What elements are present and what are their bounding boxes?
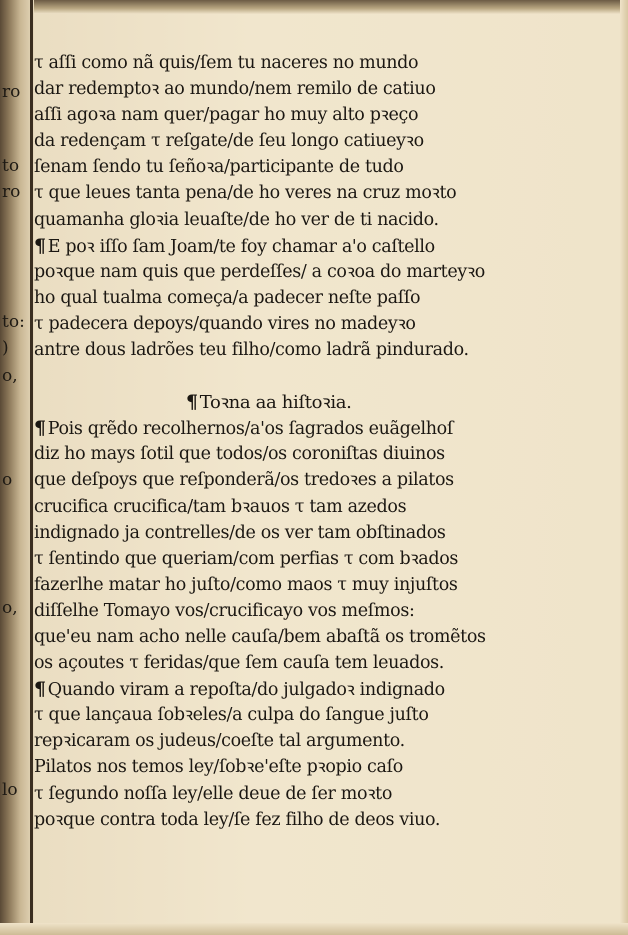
blank-line (34, 363, 594, 389)
facing-fragment: lo (2, 780, 18, 800)
text-line (34, 467, 594, 493)
line-text: τ que lançaua ſobꝛeles/a culpa do ſangue juſto (34, 705, 429, 726)
text-line (34, 807, 594, 833)
text-line (34, 754, 594, 780)
line-text: poꝛque nam quis que perdeſſes/ a coꝛoa do marteyꝛo (34, 261, 485, 282)
text-line (34, 676, 594, 702)
facing-fragment: o (2, 470, 13, 490)
line-text: antre dous ladrões teu filho/como ladrã pindurado. (34, 340, 469, 361)
top-page-edge (0, 0, 628, 14)
pilcrow-mark: ¶ (34, 678, 46, 701)
line-text: que deſpoys que reſponderã/os tredoꝛes a pilatos (34, 470, 454, 491)
text-line (34, 624, 594, 650)
text-line (34, 154, 594, 180)
pilcrow-mark: ¶ (34, 417, 46, 440)
text-line (34, 415, 594, 441)
line-text: τ que leues tanta pena/de ho veres na cruz moꝛto (34, 183, 457, 204)
text-line (34, 728, 594, 754)
line-text: que'eu nam acho nelle cauſa/bem abaſtã os tromẽtos (34, 626, 486, 647)
text-line (34, 233, 594, 259)
text-line (34, 311, 594, 337)
text-line (34, 494, 594, 520)
line-text: τ aſſi como nã quis/ſem tu naceres no mundo (34, 53, 419, 73)
spine-line (30, 0, 33, 935)
text-line (34, 285, 594, 311)
line-text: aſſi agoꝛa nam quer/pagar ho muy alto pꝛeço (34, 105, 419, 126)
text-line (34, 572, 594, 598)
text-line (34, 520, 594, 546)
bottom-page-edge (0, 923, 628, 935)
line-text: Quando viram a repoſta/do julgadoꝛ indignado (47, 680, 445, 701)
text-line (34, 337, 594, 363)
facing-fragment: ) (2, 338, 9, 358)
line-text: Pilatos nos temos ley/ſobꝛe'eſte pꝛopio caſo (34, 757, 403, 778)
line-text: repꝛicaram os judeus/coeſte tal argumento. (34, 731, 405, 752)
text-line (34, 546, 594, 572)
text-line (34, 781, 594, 807)
text-line (34, 50, 594, 76)
facing-fragment: o, (2, 366, 18, 386)
text-line (34, 102, 594, 128)
line-text: Toꝛna aa hiſtoꝛia. (199, 392, 352, 414)
text-line (34, 259, 594, 285)
line-text: τ ſegundo noſſa ley/elle deue de ſer moꝛto (34, 783, 393, 804)
line-text: indignado ja contrelles/de os ver tam obſtinados (34, 522, 446, 543)
line-text: poꝛque contra toda ley/ſe fez filho de deos viuo. (34, 809, 441, 830)
facing-fragment: o, (2, 598, 18, 618)
line-text: ſenam ſendo tu ſeñoꝛa/participante de tudo (34, 157, 404, 178)
line-text: dar redemptoꝛ ao mundo/nem remilo de catiuo (34, 79, 436, 100)
line-text: E poꝛ iſſo ſam Joam/te foy chamar a'o caſtello (47, 236, 435, 257)
text-line (34, 207, 594, 233)
line-text: τ padecera depoys/quando vires no madeyꝛo (34, 313, 416, 334)
text-line (34, 128, 594, 154)
line-text: crucifica crucifica/tam bꝛauos τ tam azedos (34, 496, 407, 517)
pilcrow-mark: ¶ (186, 391, 198, 414)
line-text: τ ſentindo que queriam/com perfias τ com bꝛados (34, 548, 459, 569)
line-text: quamanha gloꝛia leuaſte/de ho ver de ti nacido. (34, 209, 439, 230)
line-text: ho qual tualma começa/a padecer neſte paſſo (34, 287, 421, 308)
printed-text-block (34, 50, 594, 833)
pilcrow-mark: ¶ (34, 234, 46, 257)
text-line (34, 650, 594, 676)
line-text: Pois qrẽdo recolhernos/a'os ſagrados euãgelhoſ (47, 419, 453, 440)
line-text: fazerlhe matar ho juſto/como maos τ muy injuſtos (34, 574, 458, 595)
line-text: os açoutes τ feridas/que ſem cauſa tem leuados. (34, 653, 445, 674)
right-page-edge (620, 0, 628, 935)
facing-fragment: to: (2, 312, 25, 332)
facing-page-margin (0, 0, 30, 935)
text-line (34, 76, 594, 102)
text-line (34, 598, 594, 624)
section-heading (34, 389, 594, 415)
facing-fragment: ro (2, 182, 21, 202)
text-line (34, 441, 594, 467)
text-line (34, 702, 594, 728)
facing-fragment: to (2, 156, 20, 176)
line-text: diz ho mays ſotil que todos/os coroniſtas diuinos (34, 444, 445, 465)
facing-fragment: ro (2, 82, 21, 102)
line-text: diſſelhe Tomayo vos/crucificayo vos meſmos: (34, 600, 415, 621)
text-line (34, 180, 594, 206)
line-text: da redençam τ reſgate/de ſeu longo catiueyꝛo (34, 131, 424, 152)
